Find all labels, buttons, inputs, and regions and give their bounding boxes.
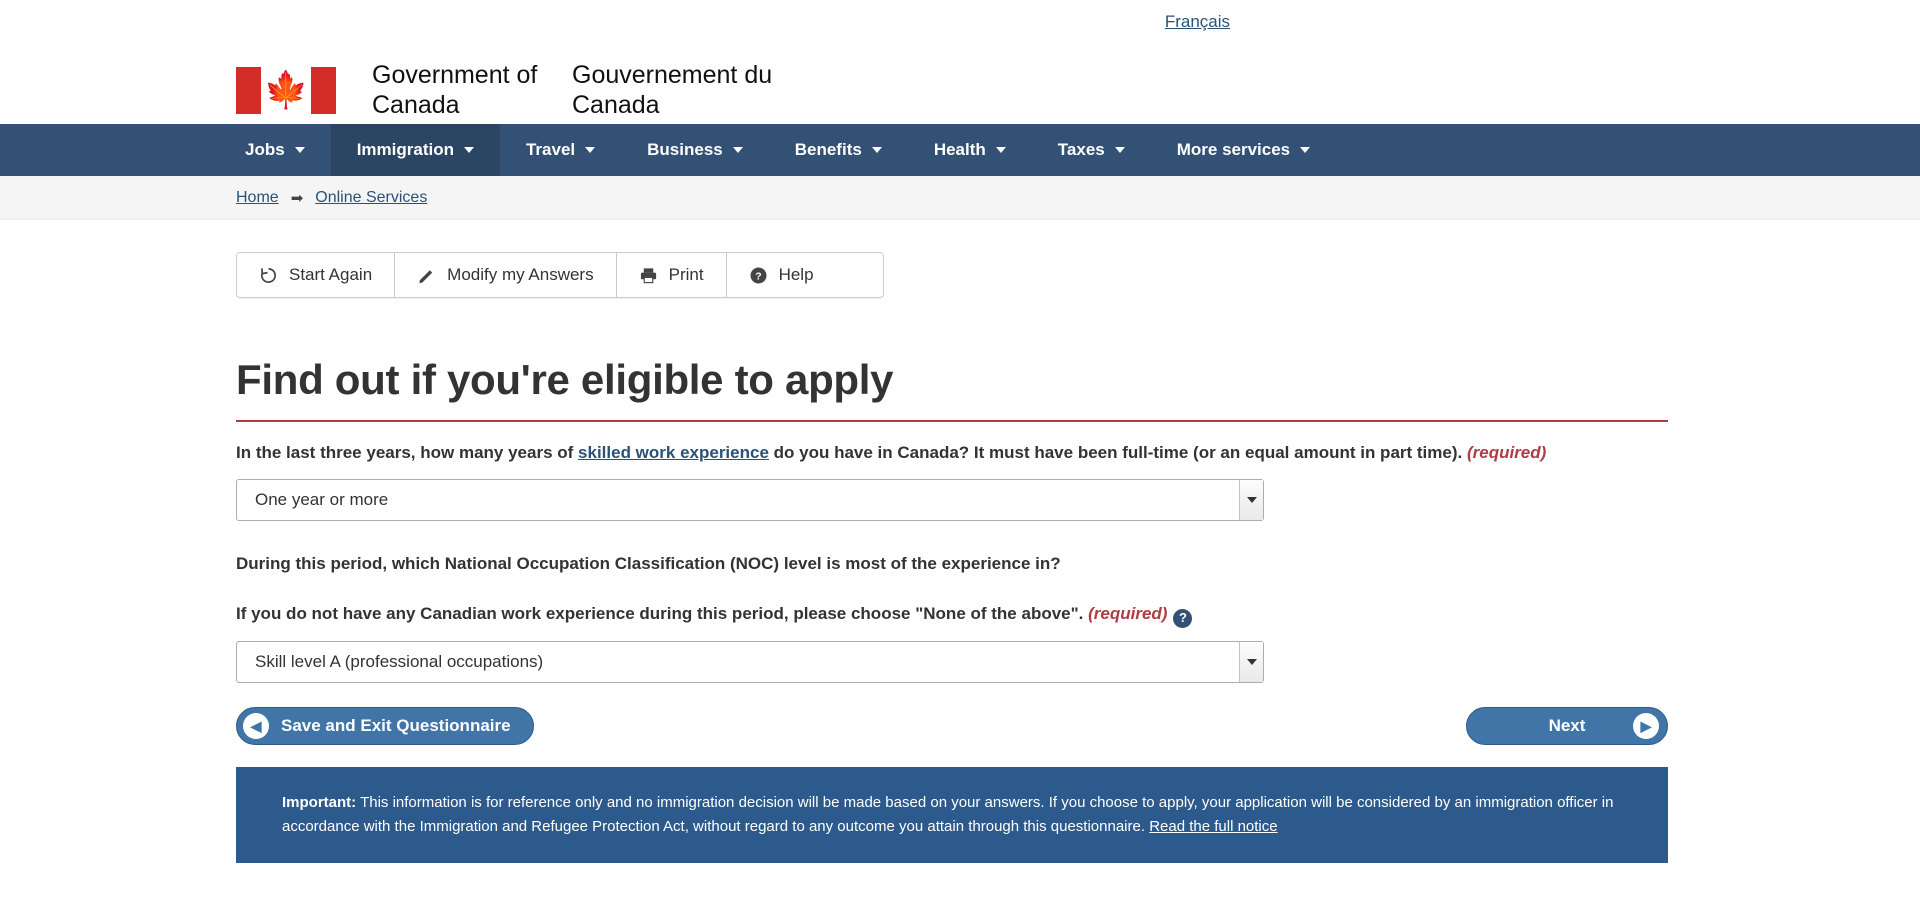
nav-item-label: Taxes bbox=[1057, 140, 1105, 159]
language-bar bbox=[0, 0, 1920, 56]
nav-item-label: Jobs bbox=[245, 140, 285, 159]
question-1-required-label: (required) bbox=[1466, 443, 1547, 462]
form-actions bbox=[236, 707, 1668, 745]
chevron-down-icon[interactable] bbox=[1239, 480, 1263, 520]
nav-item-label: Business bbox=[647, 140, 723, 159]
work-experience-select-value: One year or more bbox=[255, 490, 389, 509]
wordmark-en: Government of Canada bbox=[372, 61, 538, 119]
page-title: Find out if you're eligible to apply bbox=[236, 356, 1668, 422]
svg-text:?: ? bbox=[754, 271, 762, 283]
help-button[interactable] bbox=[727, 253, 836, 297]
nav-item-label: Immigration bbox=[356, 140, 454, 159]
nav-item-label: Travel bbox=[525, 140, 576, 159]
start-again-label: Start Again bbox=[289, 265, 373, 284]
read-full-notice-link[interactable]: Read the full notice bbox=[1149, 817, 1278, 835]
nav-item-label: Benefits bbox=[794, 140, 862, 159]
noc-level-select[interactable] bbox=[236, 641, 1264, 683]
nav-item-taxes[interactable] bbox=[1032, 124, 1151, 176]
pencil-icon bbox=[417, 266, 436, 285]
next-button[interactable] bbox=[1466, 707, 1668, 745]
nav-item-more-services[interactable] bbox=[1151, 124, 1336, 176]
nav-item-business[interactable] bbox=[621, 124, 769, 176]
help-tooltip-icon[interactable]: ? bbox=[1173, 609, 1192, 628]
breadcrumb-item-home[interactable]: Home bbox=[236, 188, 279, 206]
print-button[interactable] bbox=[617, 253, 727, 297]
nav-item-label: More services bbox=[1176, 140, 1291, 159]
chevron-down-icon bbox=[464, 147, 474, 153]
save-and-exit-label: Save and Exit Questionnaire bbox=[281, 715, 511, 735]
notice-label: Important: bbox=[282, 793, 357, 811]
important-notice bbox=[236, 767, 1668, 863]
modify-answers-button[interactable] bbox=[395, 253, 616, 297]
main-navigation bbox=[0, 124, 1920, 176]
print-label: Print bbox=[668, 265, 704, 284]
wordmark-fr: Gouvernement du Canada bbox=[572, 61, 773, 119]
modify-answers-label: Modify my Answers bbox=[447, 265, 594, 284]
chevron-down-icon[interactable] bbox=[1239, 642, 1263, 682]
chevron-down-icon bbox=[585, 147, 595, 153]
question-1-text bbox=[236, 440, 1626, 466]
work-experience-select[interactable] bbox=[236, 479, 1264, 521]
arrow-left-icon: ◀ bbox=[243, 713, 269, 739]
content-area bbox=[0, 252, 1920, 863]
chevron-down-icon bbox=[996, 147, 1006, 153]
chevron-down-icon bbox=[1300, 147, 1310, 153]
printer-icon bbox=[639, 266, 658, 285]
question-1-text-before: In the last three years, how many years of bbox=[236, 443, 579, 462]
nav-item-label: Health bbox=[933, 140, 986, 159]
question-2-required-label: (required) bbox=[1088, 604, 1168, 623]
start-again-button[interactable] bbox=[237, 253, 395, 297]
breadcrumb-arrow-icon: ➡ bbox=[290, 189, 304, 207]
question-circle-icon bbox=[749, 266, 768, 285]
save-and-exit-button[interactable] bbox=[236, 707, 534, 745]
questionnaire-toolbar bbox=[236, 252, 884, 298]
question-1-text-after: do you have in Canada? It must have been full-time (or an equal amount in part time). bbox=[768, 443, 1467, 462]
question-2-intro: During this period, which National Occupation Classification (NOC) level is most of the experience in? bbox=[236, 554, 1061, 573]
next-label: Next bbox=[1548, 715, 1586, 735]
noc-level-select-value: Skill level A (professional occupations) bbox=[255, 651, 544, 671]
nav-item-immigration[interactable] bbox=[331, 124, 500, 176]
nav-item-benefits[interactable] bbox=[769, 124, 908, 176]
chevron-down-icon bbox=[1115, 147, 1125, 153]
breadcrumb-item-online-services[interactable]: Online Services bbox=[315, 188, 428, 206]
skilled-work-experience-link[interactable]: skilled work experience bbox=[578, 443, 769, 462]
nav-item-health[interactable] bbox=[908, 124, 1032, 176]
chevron-down-icon bbox=[733, 147, 743, 153]
chevron-down-icon bbox=[295, 147, 305, 153]
arrow-right-icon: ▶ bbox=[1633, 713, 1659, 739]
nav-item-travel[interactable] bbox=[500, 124, 621, 176]
canada-flag-icon: 🍁 bbox=[236, 67, 336, 114]
question-2-text-body: If you do not have any Canadian work experience during this period, please choose "None of the above". bbox=[236, 604, 1089, 623]
brand-row bbox=[0, 56, 1920, 124]
help-label: Help bbox=[778, 265, 814, 284]
nav-item-jobs[interactable] bbox=[219, 124, 331, 176]
notice-body: This information is for reference only and no immigration decision will be made based on your answers. If you choose to apply, your application will be considered by an immigration officer in accordance with the Immigration and Refugee Protection Act, without regard to any outcome you attain through this questionnaire. bbox=[282, 793, 1614, 835]
wordmark bbox=[372, 60, 812, 120]
language-toggle-link[interactable]: Français bbox=[1164, 12, 1230, 31]
refresh-icon bbox=[259, 266, 278, 285]
question-2-text bbox=[236, 601, 1626, 628]
chevron-down-icon bbox=[872, 147, 882, 153]
breadcrumb bbox=[0, 176, 1920, 220]
